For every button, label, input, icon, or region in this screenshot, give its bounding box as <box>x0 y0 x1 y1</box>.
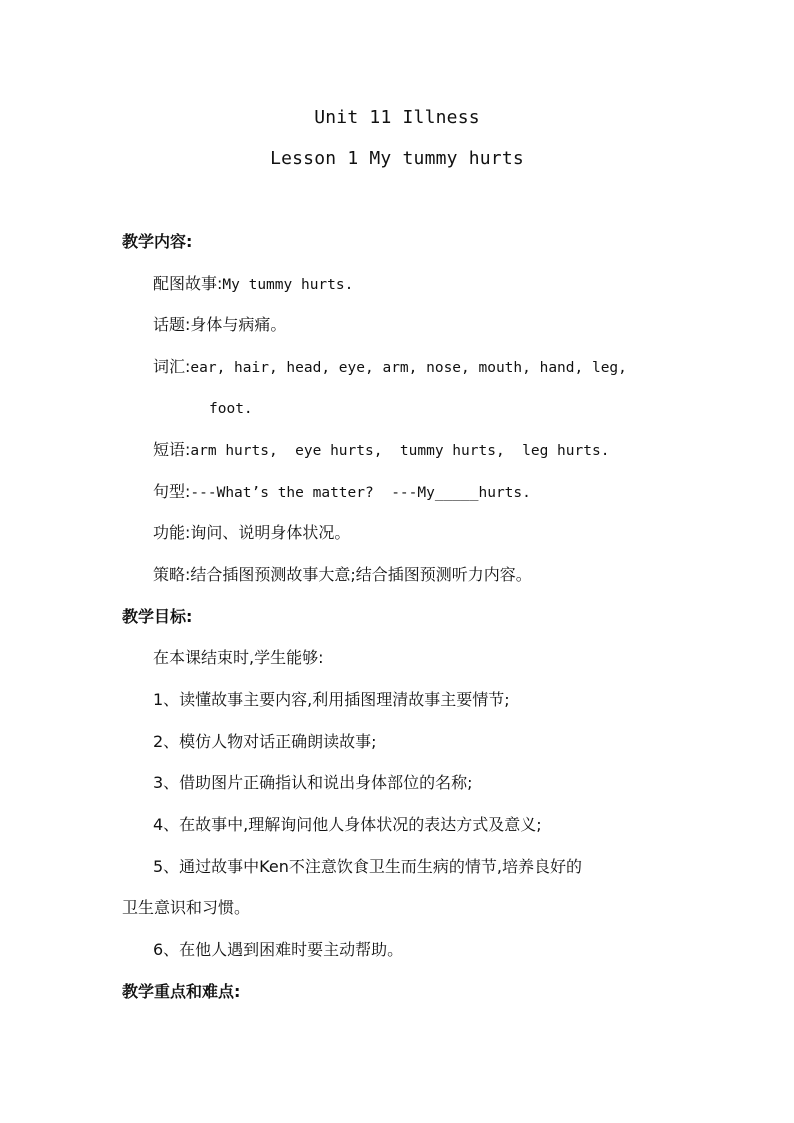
content-heading: 教学内容: <box>122 232 193 251</box>
content-item-topic <box>153 314 286 336</box>
content-item-label: 句型: <box>153 482 191 501</box>
content-item-vocabulary <box>153 356 627 379</box>
content-item-sentence-pattern <box>153 481 531 504</box>
objective-item: 2、模仿人物对话正确朗读故事; <box>153 732 377 751</box>
content-item-text: 结合插图预测故事大意;结合插图预测听力内容。 <box>190 565 532 584</box>
objectives-intro: 在本课结束时,学生能够: <box>153 648 324 667</box>
content-item-text: 身体与病痛。 <box>190 315 287 334</box>
objective-item-continuation: 卫生意识和习惯。 <box>122 898 251 917</box>
objectives-heading: 教学目标: <box>122 607 193 626</box>
lesson-title: Lesson 1 My tummy hurts <box>270 148 524 169</box>
content-item-story <box>153 273 353 296</box>
content-item-text: foot. <box>209 401 253 417</box>
objective-item: 5、通过故事中Ken不注意饮食卫生而生病的情节,培养良好的 <box>153 857 582 876</box>
objective-item: 1、读懂故事主要内容,利用插图理清故事主要情节; <box>153 690 510 709</box>
content-item-strategy <box>153 564 532 586</box>
content-item-text: My tummy hurts. <box>222 277 354 293</box>
objective-item: 4、在故事中,理解询问他人身体状况的表达方式及意义; <box>153 815 542 834</box>
unit-title: Unit 11 Illness <box>314 107 480 128</box>
content-item-text: 询问、说明身体状况。 <box>190 523 351 542</box>
content-item-vocabulary-continuation <box>209 397 253 420</box>
content-item-label: 配图故事: <box>153 274 223 293</box>
content-item-text: arm hurts, eye hurts, tummy hurts, leg hurts. <box>190 443 610 459</box>
key-points-heading: 教学重点和难点: <box>122 982 241 1001</box>
objective-item: 3、借助图片正确指认和说出身体部位的名称; <box>153 773 473 792</box>
content-item-label: 短语: <box>153 440 191 459</box>
content-item-label: 功能: <box>153 523 191 542</box>
content-item-text: ---What’s the matter? ---My_____hurts. <box>190 485 531 501</box>
content-item-phrases <box>153 439 609 462</box>
content-item-label: 词汇: <box>153 357 191 376</box>
content-item-function <box>153 522 350 544</box>
content-item-label: 策略: <box>153 565 191 584</box>
content-item-text: ear, hair, head, eye, arm, nose, mouth, hand, leg, <box>190 360 627 376</box>
content-item-label: 话题: <box>153 315 191 334</box>
objective-item: 6、在他人遇到困难时要主动帮助。 <box>153 940 404 959</box>
